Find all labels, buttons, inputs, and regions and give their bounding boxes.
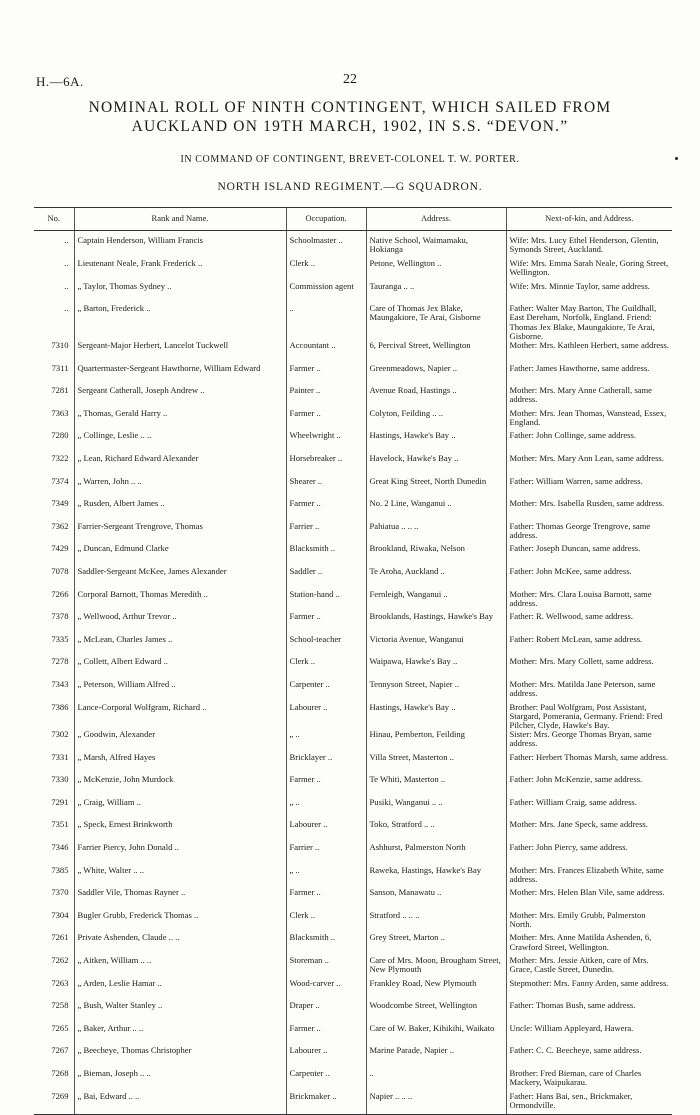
- cell-next-of-kin: Father: Walter May Barton, The Guildhall, East Dereham, Norfolk, England. Friend: Thomas Jex Blake, Maungakiore, Te Arai, Gisborne.: [506, 304, 672, 341]
- cell-no: 7346: [51, 843, 69, 853]
- column-header-no: No.: [34, 208, 74, 231]
- cell-no: ..: [64, 235, 69, 245]
- cell-rank-name: „ Bush, Walter Stanley ..: [74, 1001, 286, 1024]
- cell-address: Care of W. Baker, Kihikihi, Waikato: [366, 1024, 506, 1047]
- cell-occupation: Farmer ..: [286, 775, 366, 798]
- cell-address: ..: [366, 1069, 506, 1092]
- cell-next-of-kin: Father: James Hawthorne, same address.: [506, 364, 672, 387]
- cell-address: Great King Street, North Dunedin: [366, 477, 506, 500]
- cell-rank-name: „ Goodwin, Alexander: [74, 730, 286, 753]
- cell-occupation: Saddler ..: [286, 567, 366, 590]
- cell-no: 7258: [51, 1001, 69, 1011]
- table-row: [34, 499, 672, 522]
- cell-rank-name: „ Rusden, Albert James ..: [74, 499, 286, 522]
- cell-address: Sanson, Manawatu ..: [366, 888, 506, 911]
- column-header-next-of-kin: Next-of-kin, and Address.: [506, 208, 672, 231]
- cell-no: 7331: [51, 752, 69, 762]
- cell-next-of-kin: Wife: Mrs. Minnie Taylor, same address.: [506, 282, 672, 305]
- table-row: [34, 798, 672, 821]
- cell-next-of-kin: Sister: Mrs. George Thomas Bryan, same address.: [506, 730, 672, 753]
- cell-occupation: Bricklayer ..: [286, 753, 366, 776]
- table-row: [34, 1001, 672, 1024]
- cell-rank-name: „ Baker, Arthur .. ..: [74, 1024, 286, 1047]
- cell-occupation: „ ..: [286, 798, 366, 821]
- table-row: [34, 1092, 672, 1115]
- cell-next-of-kin: Father: John Collinge, same address.: [506, 431, 672, 454]
- cell-next-of-kin: Mother: Mrs. Isabella Rusden, same address.: [506, 499, 672, 522]
- cell-next-of-kin: Mother: Mrs. Mary Anne Catherall, same address.: [506, 386, 672, 409]
- cell-next-of-kin: Father: Herbert Thomas Marsh, same address.: [506, 753, 672, 776]
- cell-next-of-kin: Mother: Mrs. Jean Thomas, Wanstead, Essex, England.: [506, 409, 672, 432]
- cell-no: 7378: [51, 612, 69, 622]
- cell-next-of-kin: Wife: Mrs. Emma Sarah Neale, Goring Street, Wellington.: [506, 259, 672, 282]
- cell-next-of-kin: Father: Thomas George Trengrove, same address.: [506, 522, 672, 545]
- cell-no: 7261: [51, 933, 69, 943]
- cell-no: ..: [64, 259, 69, 268]
- cell-rank-name: Corporal Barnott, Thomas Meredith ..: [74, 590, 286, 613]
- cell-no: 7335: [51, 634, 69, 644]
- cell-rank-name: „ White, Walter .. ..: [74, 866, 286, 889]
- cell-address: Hastings, Hawke's Bay ..: [366, 431, 506, 454]
- cell-next-of-kin: Mother: Mrs. Mary Collett, same address.: [506, 657, 672, 680]
- cell-occupation: Clerk ..: [286, 657, 366, 680]
- cell-no: 7302: [51, 730, 69, 740]
- nominal-roll-table: [34, 207, 672, 1115]
- cell-occupation: Blacksmith ..: [286, 544, 366, 567]
- cell-no: 7429: [51, 544, 69, 554]
- cell-next-of-kin: Father: William Warren, same address.: [506, 477, 672, 500]
- cell-next-of-kin: Mother: Mrs. Matilda Jane Peterson, same address.: [506, 680, 672, 703]
- cell-next-of-kin: Mother: Mrs. Jane Speck, same address.: [506, 820, 672, 843]
- cell-rank-name: Farrier-Sergeant Trengrove, Thomas: [74, 522, 286, 545]
- cell-rank-name: „ Warren, John .. ..: [74, 477, 286, 500]
- cell-rank-name: „ Aitken, William .. ..: [74, 956, 286, 979]
- cell-no: 7385: [51, 865, 69, 875]
- cell-next-of-kin: Uncle: William Appleyard, Hawera.: [506, 1024, 672, 1047]
- cell-next-of-kin: Mother: Mrs. Helen Blan Vile, same address.: [506, 888, 672, 911]
- cell-address: Grey Street, Marton ..: [366, 933, 506, 956]
- cell-rank-name: „ Duncan, Edmund Clarke: [74, 544, 286, 567]
- cell-no: 7362: [51, 521, 69, 531]
- column-header-occupation: Occupation.: [286, 208, 366, 231]
- column-header-rank-name: Rank and Name.: [74, 208, 286, 231]
- cell-address: Brookland, Riwaka, Nelson: [366, 544, 506, 567]
- cell-next-of-kin: Mother: Mrs. Anne Matilda Ashenden, 6, Crawford Street, Wellington.: [506, 933, 672, 956]
- cell-next-of-kin: Mother: Mrs. Kathleen Herbert, same address.: [506, 341, 672, 364]
- cell-next-of-kin: Brother: Paul Wolfgram, Post Assistant, Stargard, Pomerania, Germany. Friend: Fred Pilcher, Clyde, Hawke's Bay.: [506, 703, 672, 731]
- cell-address: Te Whiti, Masterton ..: [366, 775, 506, 798]
- table-row: [34, 775, 672, 798]
- cell-address: Hinau, Pemberton, Feilding: [366, 730, 506, 753]
- cell-rank-name: „ McKenzie, John Murdock: [74, 775, 286, 798]
- table-header-row: [34, 208, 672, 231]
- cell-no: 7266: [51, 589, 69, 599]
- cell-no: 7269: [34, 1092, 74, 1115]
- cell-no: 7310: [51, 341, 69, 350]
- cell-next-of-kin: Mother: Mrs. Clara Louisa Barnott, same address.: [506, 590, 672, 613]
- table-row: [34, 409, 672, 432]
- cell-next-of-kin: Father: John McKenzie, same address.: [506, 775, 672, 798]
- cell-address: Villa Street, Masterton ..: [366, 753, 506, 776]
- cell-address: Napier .. .. ..: [366, 1092, 506, 1115]
- cell-next-of-kin: Father: William Craig, same address.: [506, 798, 672, 821]
- cell-occupation: Carpenter ..: [286, 1069, 366, 1092]
- cell-address: Brooklands, Hastings, Hawke's Bay: [366, 612, 506, 635]
- cell-occupation: Wood-carver ..: [286, 979, 366, 1002]
- cell-occupation: Farrier ..: [286, 843, 366, 866]
- table-row: [34, 866, 672, 889]
- column-header-address: Address.: [366, 208, 506, 231]
- cell-address: Avenue Road, Hastings ..: [366, 386, 506, 409]
- cell-rank-name: Saddler Vile, Thomas Rayner ..: [74, 888, 286, 911]
- cell-occupation: Draper ..: [286, 1001, 366, 1024]
- cell-rank-name: „ Peterson, William Alfred ..: [74, 680, 286, 703]
- cell-no: 7280: [51, 431, 69, 441]
- cell-no: 7349: [51, 499, 69, 509]
- cell-rank-name: „ Wellwood, Arthur Trevor ..: [74, 612, 286, 635]
- cell-address: Colyton, Feilding .. ..: [366, 409, 506, 432]
- cell-occupation: Farmer ..: [286, 1024, 366, 1047]
- cell-rank-name: Quartermaster-Sergeant Hawthorne, William Edward: [74, 364, 286, 387]
- table-row: [34, 364, 672, 387]
- table-row: [34, 259, 672, 282]
- table-row: [34, 843, 672, 866]
- cell-no: 7351: [51, 820, 69, 830]
- table-row: [34, 635, 672, 658]
- cell-rank-name: Farrier Piercy, John Donald ..: [74, 843, 286, 866]
- cell-rank-name: „ Speck, Ernest Brinkworth: [74, 820, 286, 843]
- cell-occupation: Farmer ..: [286, 499, 366, 522]
- table-row: [34, 477, 672, 500]
- table-row: [34, 888, 672, 911]
- cell-no: 7330: [51, 775, 69, 785]
- table-row: [34, 454, 672, 477]
- table-row: [34, 386, 672, 409]
- cell-next-of-kin: Mother: Mrs. Emily Grubb, Palmerston North.: [506, 911, 672, 934]
- cell-address: Ashhurst, Palmerston North: [366, 843, 506, 866]
- cell-rank-name: „ Barton, Frederick ..: [74, 304, 286, 341]
- cell-occupation: Clerk ..: [286, 911, 366, 934]
- cell-occupation: Labourer ..: [286, 703, 366, 731]
- cell-occupation: Labourer ..: [286, 820, 366, 843]
- cell-rank-name: Lance-Corporal Wolfgram, Richard ..: [74, 703, 286, 731]
- cell-rank-name: „ Taylor, Thomas Sydney ..: [74, 282, 286, 305]
- cell-no: ..: [64, 281, 69, 291]
- cell-occupation: Farmer ..: [286, 364, 366, 387]
- cell-next-of-kin: Father: John McKee, same address.: [506, 567, 672, 590]
- cell-rank-name: Saddler-Sergeant McKee, James Alexander: [74, 567, 286, 590]
- table-row: [34, 522, 672, 545]
- cell-occupation: ..: [286, 304, 366, 341]
- cell-no: 7291: [51, 797, 69, 807]
- cell-address: Petone, Wellington ..: [366, 259, 506, 282]
- cell-no: 7363: [51, 408, 69, 418]
- table-row: [34, 657, 672, 680]
- cell-rank-name: „ Craig, William ..: [74, 798, 286, 821]
- cell-address: Care of Thomas Jex Blake, Maungakiore, Te Arai, Gisborne: [366, 304, 506, 341]
- table-row: [34, 1046, 672, 1069]
- table-row: [34, 933, 672, 956]
- cell-occupation: Accountant ..: [286, 341, 366, 364]
- table-row: [34, 703, 672, 731]
- cell-occupation: Carpenter ..: [286, 680, 366, 703]
- table-row: [34, 231, 672, 260]
- table-row: [34, 567, 672, 590]
- cell-next-of-kin: Father: John Piercy, same address.: [506, 843, 672, 866]
- cell-next-of-kin: Mother: Mrs. Jessie Aitken, care of Mrs. Grace, Castle Street, Dunedin.: [506, 956, 672, 979]
- cell-rank-name: Sergeant Catherall, Joseph Andrew ..: [74, 386, 286, 409]
- page-title-line-1: NOMINAL ROLL OF NINTH CONTINGENT, WHICH SAILED FROM: [88, 99, 612, 116]
- table-row: [34, 979, 672, 1002]
- cell-no: 7370: [51, 888, 69, 898]
- cell-next-of-kin: Father: Thomas Bush, same address.: [506, 1001, 672, 1024]
- cell-occupation: Labourer ..: [286, 1046, 366, 1069]
- cell-no: 7263: [51, 978, 69, 988]
- cell-occupation: Farmer ..: [286, 612, 366, 635]
- cell-rank-name: „ Lean, Richard Edward Alexander: [74, 454, 286, 477]
- cell-next-of-kin: Stepmother: Mrs. Fanny Arden, same address.: [506, 979, 672, 1002]
- table-row: [34, 544, 672, 567]
- cell-no: 7311: [51, 363, 69, 373]
- cell-occupation: „ ..: [286, 866, 366, 889]
- document-code: H.—6A.: [36, 74, 84, 89]
- cell-no: 7278: [51, 657, 69, 667]
- regiment-heading: NORTH ISLAND REGIMENT.—G SQUADRON.: [217, 181, 483, 193]
- cell-next-of-kin: Father: Hans Bai, sen., Brickmaker, Ormondville.: [506, 1092, 672, 1115]
- cell-rank-name: „ Beecheye, Thomas Christopher: [74, 1046, 286, 1069]
- cell-address: 6, Percival Street, Wellington: [366, 341, 506, 364]
- cell-no: 7343: [51, 679, 69, 689]
- cell-address: Frankley Road, New Plymouth: [366, 979, 506, 1002]
- cell-address: Tennyson Street, Napier ..: [366, 680, 506, 703]
- cell-occupation: Clerk ..: [286, 259, 366, 282]
- page-title-line-2: AUCKLAND ON 19TH MARCH, 1902, IN S.S. “DEVON.”: [131, 118, 569, 135]
- cell-occupation: Wheelwright ..: [286, 431, 366, 454]
- cell-occupation: School-teacher: [286, 635, 366, 658]
- cell-occupation: Shearer ..: [286, 477, 366, 500]
- cell-rank-name: „ Marsh, Alfred Hayes: [74, 753, 286, 776]
- cell-address: Te Aroha, Auckland ..: [366, 567, 506, 590]
- cell-rank-name: „ Thomas, Gerald Harry ..: [74, 409, 286, 432]
- table-row: [34, 612, 672, 635]
- cell-no: 7262: [51, 956, 69, 966]
- cell-rank-name: „ Collett, Albert Edward ..: [74, 657, 286, 680]
- cell-address: Toko, Stratford .. ..: [366, 820, 506, 843]
- cell-no: 7386: [51, 702, 69, 712]
- cell-occupation: Horsebreaker ..: [286, 454, 366, 477]
- cell-address: Tauranga .. ..: [366, 282, 506, 305]
- cell-address: Victoria Avenue, Wanganui: [366, 635, 506, 658]
- table-row: [34, 730, 672, 753]
- table-row: [34, 1024, 672, 1047]
- cell-next-of-kin: Wife: Mrs. Lucy Ethel Henderson, Glentin, Symonds Street, Auckland.: [506, 231, 672, 260]
- cell-next-of-kin: Brother: Fred Bieman, care of Charles Mackery, Waipukarau.: [506, 1069, 672, 1092]
- cell-no: 7304: [51, 910, 69, 920]
- ink-dot: [675, 157, 678, 160]
- cell-address: Stratford .. .. ..: [366, 911, 506, 934]
- cell-no: ..: [64, 304, 69, 314]
- cell-address: Care of Mrs. Moon, Brougham Street, New Plymouth: [366, 956, 506, 979]
- cell-rank-name: „ McLean, Charles James ..: [74, 635, 286, 658]
- cell-address: Waipawa, Hawke's Bay ..: [366, 657, 506, 680]
- cell-rank-name: Captain Henderson, William Francis: [74, 231, 286, 260]
- table-body: [34, 231, 672, 1115]
- cell-address: Raweka, Hastings, Hawke's Bay: [366, 866, 506, 889]
- cell-address: Hastings, Hawke's Bay ..: [366, 703, 506, 731]
- cell-no: 7268: [51, 1069, 69, 1079]
- cell-occupation: Farmer ..: [286, 409, 366, 432]
- table-row: [34, 956, 672, 979]
- table-row: [34, 282, 672, 305]
- cell-address: Pusiki, Wanganui .. ..: [366, 798, 506, 821]
- cell-occupation: Farrier ..: [286, 522, 366, 545]
- cell-rank-name: „ Arden, Leslie Hamar ..: [74, 979, 286, 1002]
- cell-occupation: „ ..: [286, 730, 366, 753]
- cell-occupation: Brickmaker ..: [286, 1092, 366, 1115]
- cell-no: 7374: [51, 476, 69, 486]
- cell-occupation: Station-hand ..: [286, 590, 366, 613]
- cell-next-of-kin: Mother: Mrs. Frances Elizabeth White, same address.: [506, 866, 672, 889]
- cell-next-of-kin: Father: Joseph Duncan, same address.: [506, 544, 672, 567]
- table-row: [34, 304, 672, 341]
- cell-occupation: Storeman ..: [286, 956, 366, 979]
- cell-next-of-kin: Father: Robert McLean, same address.: [506, 635, 672, 658]
- table-row: [34, 753, 672, 776]
- cell-address: Greenmeadows, Napier ..: [366, 364, 506, 387]
- cell-address: Pahiatua .. .. ..: [366, 522, 506, 545]
- cell-no: 7281: [51, 386, 69, 396]
- command-subtitle: IN COMMAND OF CONTINGENT, BREVET-COLONEL T. W. PORTER.: [180, 154, 520, 165]
- cell-occupation: Schoolmaster ..: [286, 231, 366, 260]
- cell-occupation: Commission agent: [286, 282, 366, 305]
- cell-next-of-kin: Father: R. Wellwood, same address.: [506, 612, 672, 635]
- table-row: [34, 680, 672, 703]
- cell-address: Marine Parade, Napier ..: [366, 1046, 506, 1069]
- cell-address: Woodcombe Street, Wellington: [366, 1001, 506, 1024]
- cell-rank-name: Sergeant-Major Herbert, Lancelot Tuckwell: [74, 341, 286, 364]
- table-row: [34, 1069, 672, 1092]
- cell-no: 7267: [51, 1046, 69, 1056]
- page-number: 22: [343, 72, 357, 87]
- cell-rank-name: „ Collinge, Leslie .. ..: [74, 431, 286, 454]
- cell-no: 7265: [51, 1023, 69, 1033]
- cell-address: Native School, Waimamaku, Hokianga: [366, 231, 506, 260]
- cell-no: 7322: [51, 453, 69, 463]
- table-row: [34, 431, 672, 454]
- cell-occupation: Blacksmith ..: [286, 933, 366, 956]
- table-row: [34, 820, 672, 843]
- cell-no: 7078: [51, 566, 69, 576]
- cell-rank-name: „ Bai, Edward .. ..: [74, 1092, 286, 1115]
- cell-address: No. 2 Line, Wanganui ..: [366, 499, 506, 522]
- table-row: [34, 341, 672, 364]
- cell-occupation: Farmer ..: [286, 888, 366, 911]
- cell-next-of-kin: Mother: Mrs. Mary Ann Lean, same address.: [506, 454, 672, 477]
- table-row: [34, 590, 672, 613]
- cell-address: Havelock, Hawke's Bay ..: [366, 454, 506, 477]
- cell-rank-name: „ Bieman, Joseph .. ..: [74, 1069, 286, 1092]
- cell-occupation: Painter ..: [286, 386, 366, 409]
- cell-address: Fernleigh, Wanganui ..: [366, 590, 506, 613]
- cell-rank-name: Private Ashenden, Claude .. ..: [74, 933, 286, 956]
- cell-next-of-kin: Father: C. C. Beecheye, same address.: [506, 1046, 672, 1069]
- table-row: [34, 911, 672, 934]
- cell-rank-name: Bugler Grubb, Frederick Thomas ..: [74, 911, 286, 934]
- cell-rank-name: Lieutenant Neale, Frank Frederick ..: [74, 259, 286, 282]
